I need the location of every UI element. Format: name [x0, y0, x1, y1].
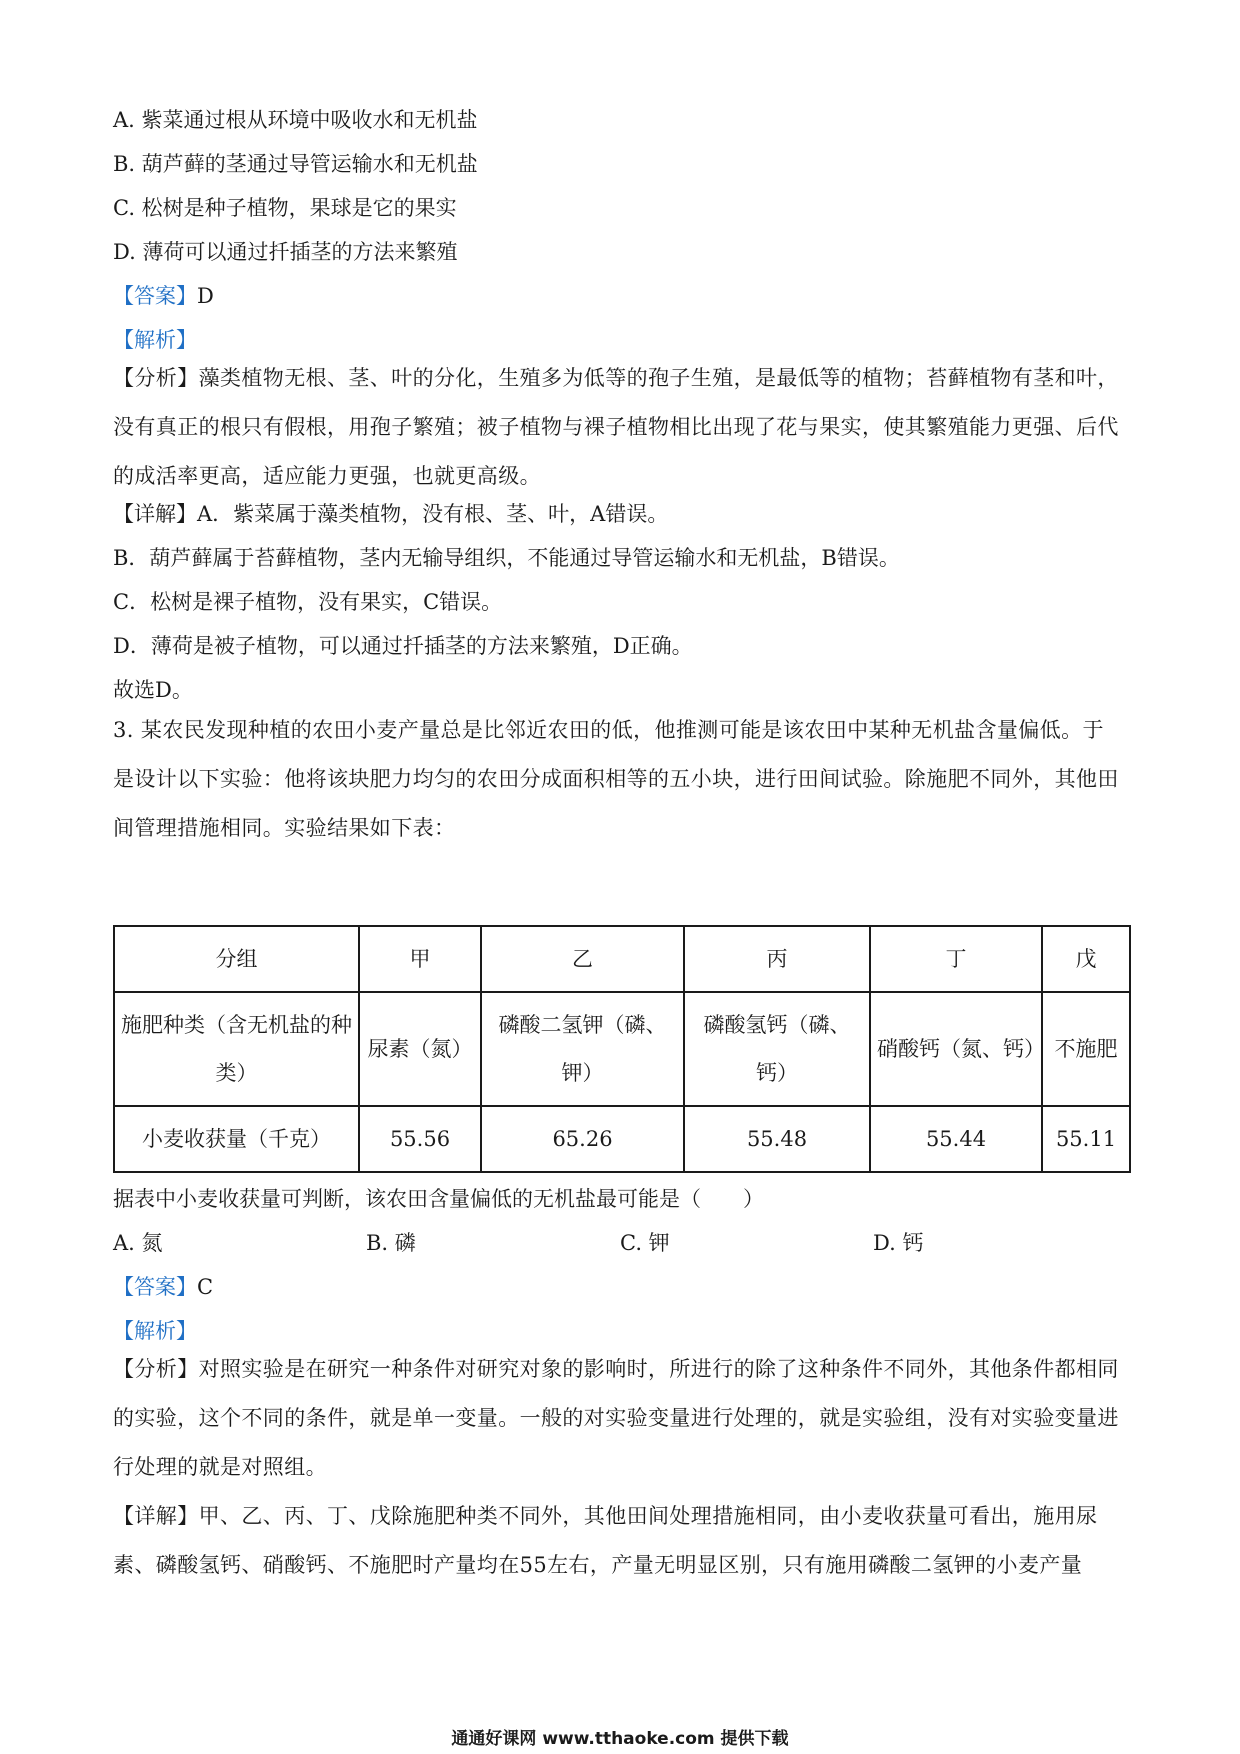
q2-xiangjie-d: D．薄荷是被子植物，可以通过扦插茎的方法来繁殖，D正确。: [113, 634, 693, 658]
q2-xiangjie-b: B．葫芦藓属于苔藓植物，茎内无输导组织，不能通过导管运输水和无机盐，B错误。: [113, 546, 900, 570]
q2-answer: [113, 282, 1133, 310]
answer-tag: 【答案】: [113, 284, 197, 308]
xiangjie-tag: 【详解】: [113, 502, 197, 526]
experiment-table: [113, 925, 1131, 1173]
table-cell: 乙: [481, 926, 684, 992]
table-cell: 55.48: [684, 1106, 870, 1172]
q2-fenxi: [113, 354, 1125, 501]
table-cell: 硝酸钙（氮、钙）: [870, 992, 1042, 1106]
xiangjie-tag: 【详解】: [113, 1504, 199, 1528]
q2-xiangjie-c: C．松树是裸子植物，没有果实，C错误。: [113, 590, 503, 614]
option-d: D. 薄荷可以通过扦插茎的方法来繁殖: [113, 240, 458, 264]
table-cell: 磷酸二氢钾（磷、钾）: [481, 992, 684, 1106]
table-header-row: [114, 926, 1130, 992]
q2-conclusion: 故选D。: [113, 678, 193, 702]
option-b: B. 葫芦藓的茎通过导管运输水和无机盐: [113, 152, 478, 176]
table-cell: 施肥种类（含无机盐的种类）: [114, 992, 359, 1106]
table-cell: 磷酸氢钙（磷、钙）: [684, 992, 870, 1106]
table-cell: 55.44: [870, 1106, 1042, 1172]
q2-analysis-tag: 【解析】: [113, 328, 197, 352]
choice-b: B. 磷: [366, 1231, 416, 1255]
table-row-yield: [114, 1106, 1130, 1172]
table-row-fertilizer: [114, 992, 1130, 1106]
fenxi-text: 对照实验是在研究一种条件对研究对象的影响时，所进行的除了这种条件不同外，其他条件都相同的实验，这个不同的条件，就是单一变量。一般的对实验变量进行处理的，就是实验组，没有对实验变量进行处理的就是对照组。: [113, 1357, 1119, 1479]
q3-question: 据表中小麦收获量可判断，该农田含量偏低的无机盐最可能是（ ）: [113, 1187, 764, 1211]
footer-source: 通通好课网 www.tthaoke.com 提供下载: [451, 1729, 789, 1749]
answer-value: C: [197, 1275, 214, 1299]
xiangjie-text: 甲、乙、丙、丁、戊除施肥种类不同外，其他田间处理措施相同，由小麦收获量可看出，施用尿素、磷酸氢钙、硝酸钙、不施肥时产量均在55左右，产量无明显区别，只有施用磷酸二氢钾的小麦产量: [113, 1504, 1098, 1577]
answer-value: D: [197, 284, 214, 308]
table-cell: 尿素（氮）: [359, 992, 481, 1106]
choice-d: D. 钙: [873, 1231, 924, 1255]
table-cell: 分组: [114, 926, 359, 992]
table-cell: 戊: [1042, 926, 1130, 992]
table-cell: 甲: [359, 926, 481, 992]
fenxi-tag: 【分析】: [113, 366, 199, 390]
table-cell: 65.26: [481, 1106, 684, 1172]
table-cell: 55.56: [359, 1106, 481, 1172]
table-cell: 小麦收获量（千克）: [114, 1106, 359, 1172]
table-cell: 55.11: [1042, 1106, 1130, 1172]
q3-xiangjie: [113, 1492, 1125, 1590]
table-cell: 不施肥: [1042, 992, 1130, 1106]
choice-c: C. 钾: [620, 1231, 670, 1255]
answer-tag: 【答案】: [113, 1275, 197, 1299]
q3-answer: [113, 1273, 1133, 1301]
option-c: C. 松树是种子植物，果球是它的果实: [113, 196, 457, 220]
table-cell: 丁: [870, 926, 1042, 992]
q3-stem: 3. 某农民发现种植的农田小麦产量总是比邻近农田的低，他推测可能是该农田中某种无机盐含量偏低。于是设计以下实验：他将该块肥力均匀的农田分成面积相等的五小块，进行田间试验。除施肥不同外，其他田间管理措施相同。实验结果如下表：: [113, 718, 1119, 840]
table-cell: 丙: [684, 926, 870, 992]
fenxi-text: 藻类植物无根、茎、叶的分化，生殖多为低等的孢子生殖，是最低等的植物；苔藓植物有茎和叶，没有真正的根只有假根，用孢子繁殖；被子植物与裸子植物相比出现了花与果实，使其繁殖能力更强、后代的成活率更高，适应能力更强，也就更高级。: [113, 366, 1119, 488]
fenxi-tag: 【分析】: [113, 1357, 199, 1381]
q2-xiangjie-a: [113, 500, 1133, 528]
xiangjie-a-text: A．紫菜属于藻类植物，没有根、茎、叶，A错误。: [197, 502, 669, 526]
q3-fenxi: [113, 1345, 1125, 1492]
q3-analysis-tag: 【解析】: [113, 1319, 197, 1343]
option-a: A. 紫菜通过根从环境中吸收水和无机盐: [113, 108, 478, 132]
choice-a: A. 氮: [113, 1231, 163, 1255]
